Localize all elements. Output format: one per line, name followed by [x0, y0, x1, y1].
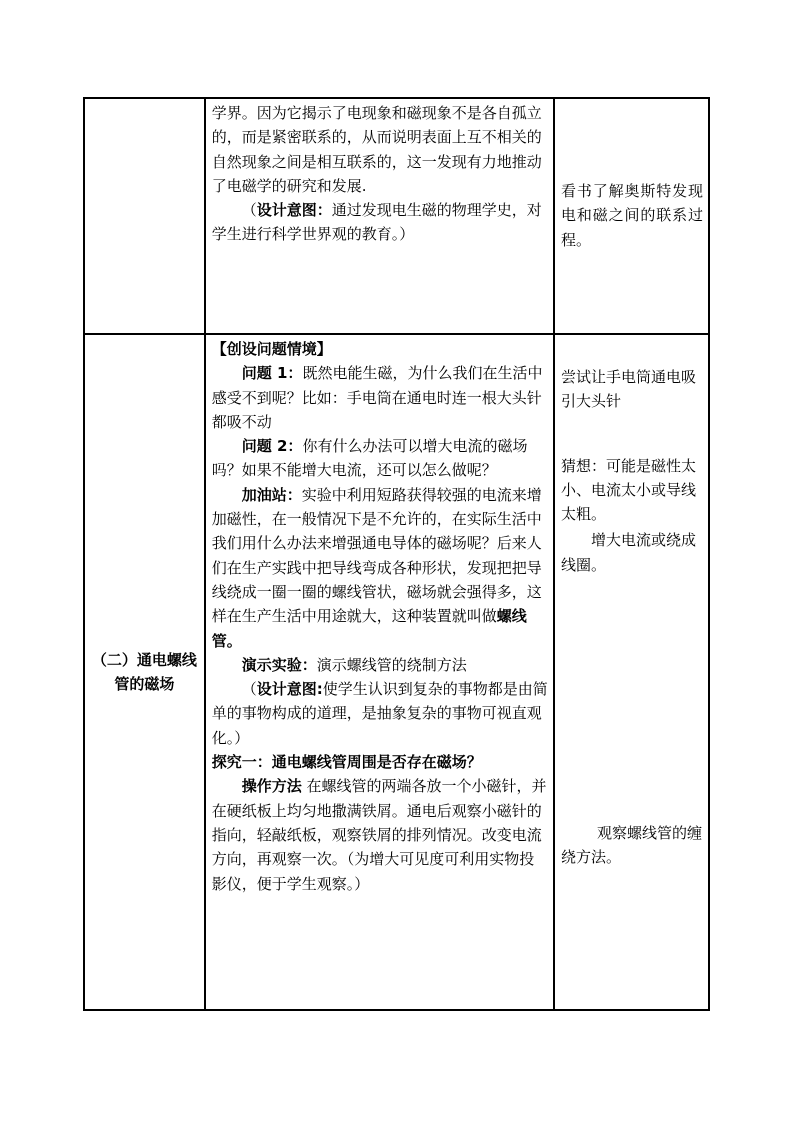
teacher-activity-cell	[205, 334, 554, 1010]
lesson-plan-table	[83, 97, 710, 1011]
operation-method: 操作方法 在螺线管的两端各放一个小磁针，并在硬纸板上均匀地撒满铁屑。通电后观察小磁针的指向，轻敲纸板，观察铁屑的排列情况。改变电流方向，再观察一次。（为增大可见度可利用实物投影仪，便于学生观察。）	[211, 777, 547, 893]
history-paragraph: 学界。因为它揭示了电现象和磁现象不是各自孤立的，而是紧密联系的，从而说明表面上互不相关的自然现象之间是相互联系的，这一发现有力地推动了电磁学的研究和发展.	[211, 104, 542, 195]
problem-situation-heading: 【创设问题情境】	[211, 340, 332, 358]
section-title-cell	[84, 334, 205, 1010]
demo-experiment: 演示实验：演示螺线管的绕制方法	[241, 655, 467, 674]
student-answer-1: 尝试让手电筒通电吸引大头针	[561, 368, 697, 411]
student-activity-text: 看书了解奥斯特发现电和磁之间的联系过程。	[561, 182, 703, 249]
table-row	[84, 98, 709, 334]
teacher-activity-cell	[205, 98, 554, 334]
section-cell-empty	[84, 98, 205, 334]
refuel-station: 加油站：实验中利用短路获得较强的电流来增加磁性，在一般情况下是不允许的，在实际生活中我们用什么办法来增强通电导体的磁场呢？后来人们在生产实践中把导线弯成各种形状，发现把把导线绕成一圈一圈的螺线管状，磁场就会强得多，这样在生产生活中用途就大，这种装置就叫做螺线管。	[211, 485, 542, 650]
section-title: （二）通电螺线管的磁场	[91, 651, 197, 693]
explore-title: 探究一：通电螺线管周围是否存在磁场？	[211, 753, 482, 772]
question-1: 问题 1：既然电能生磁，为什么我们在生活中感受不到呢？比如：手电筒在通电时连一根大头针都吸不动	[211, 364, 543, 431]
student-answer-4: 观察螺线管的缠绕方法。	[561, 824, 703, 867]
design-intent-paragraph: （设计意图：通过发现电生磁的物理学史，对学生进行科学世界观的教育。）	[211, 201, 542, 244]
student-activity-cell	[554, 334, 709, 1010]
question-2: 问题 2：你有什么办法可以增大电流的磁场吗？如果不能增大电流，还可以怎么做呢？	[211, 437, 528, 480]
table-row	[84, 334, 709, 1010]
student-activity-cell	[554, 98, 709, 334]
student-answer-2: 猜想：可能是磁性太小、电流太小或导线太粗。	[561, 456, 697, 524]
design-intent-2: （设计意图:使学生认识到复杂的事物都是由简单的事物构成的道理，是抽象复杂的事物可视直观化。）	[211, 680, 548, 747]
student-answer-3: 增大电流或绕成线圈。	[561, 531, 697, 574]
